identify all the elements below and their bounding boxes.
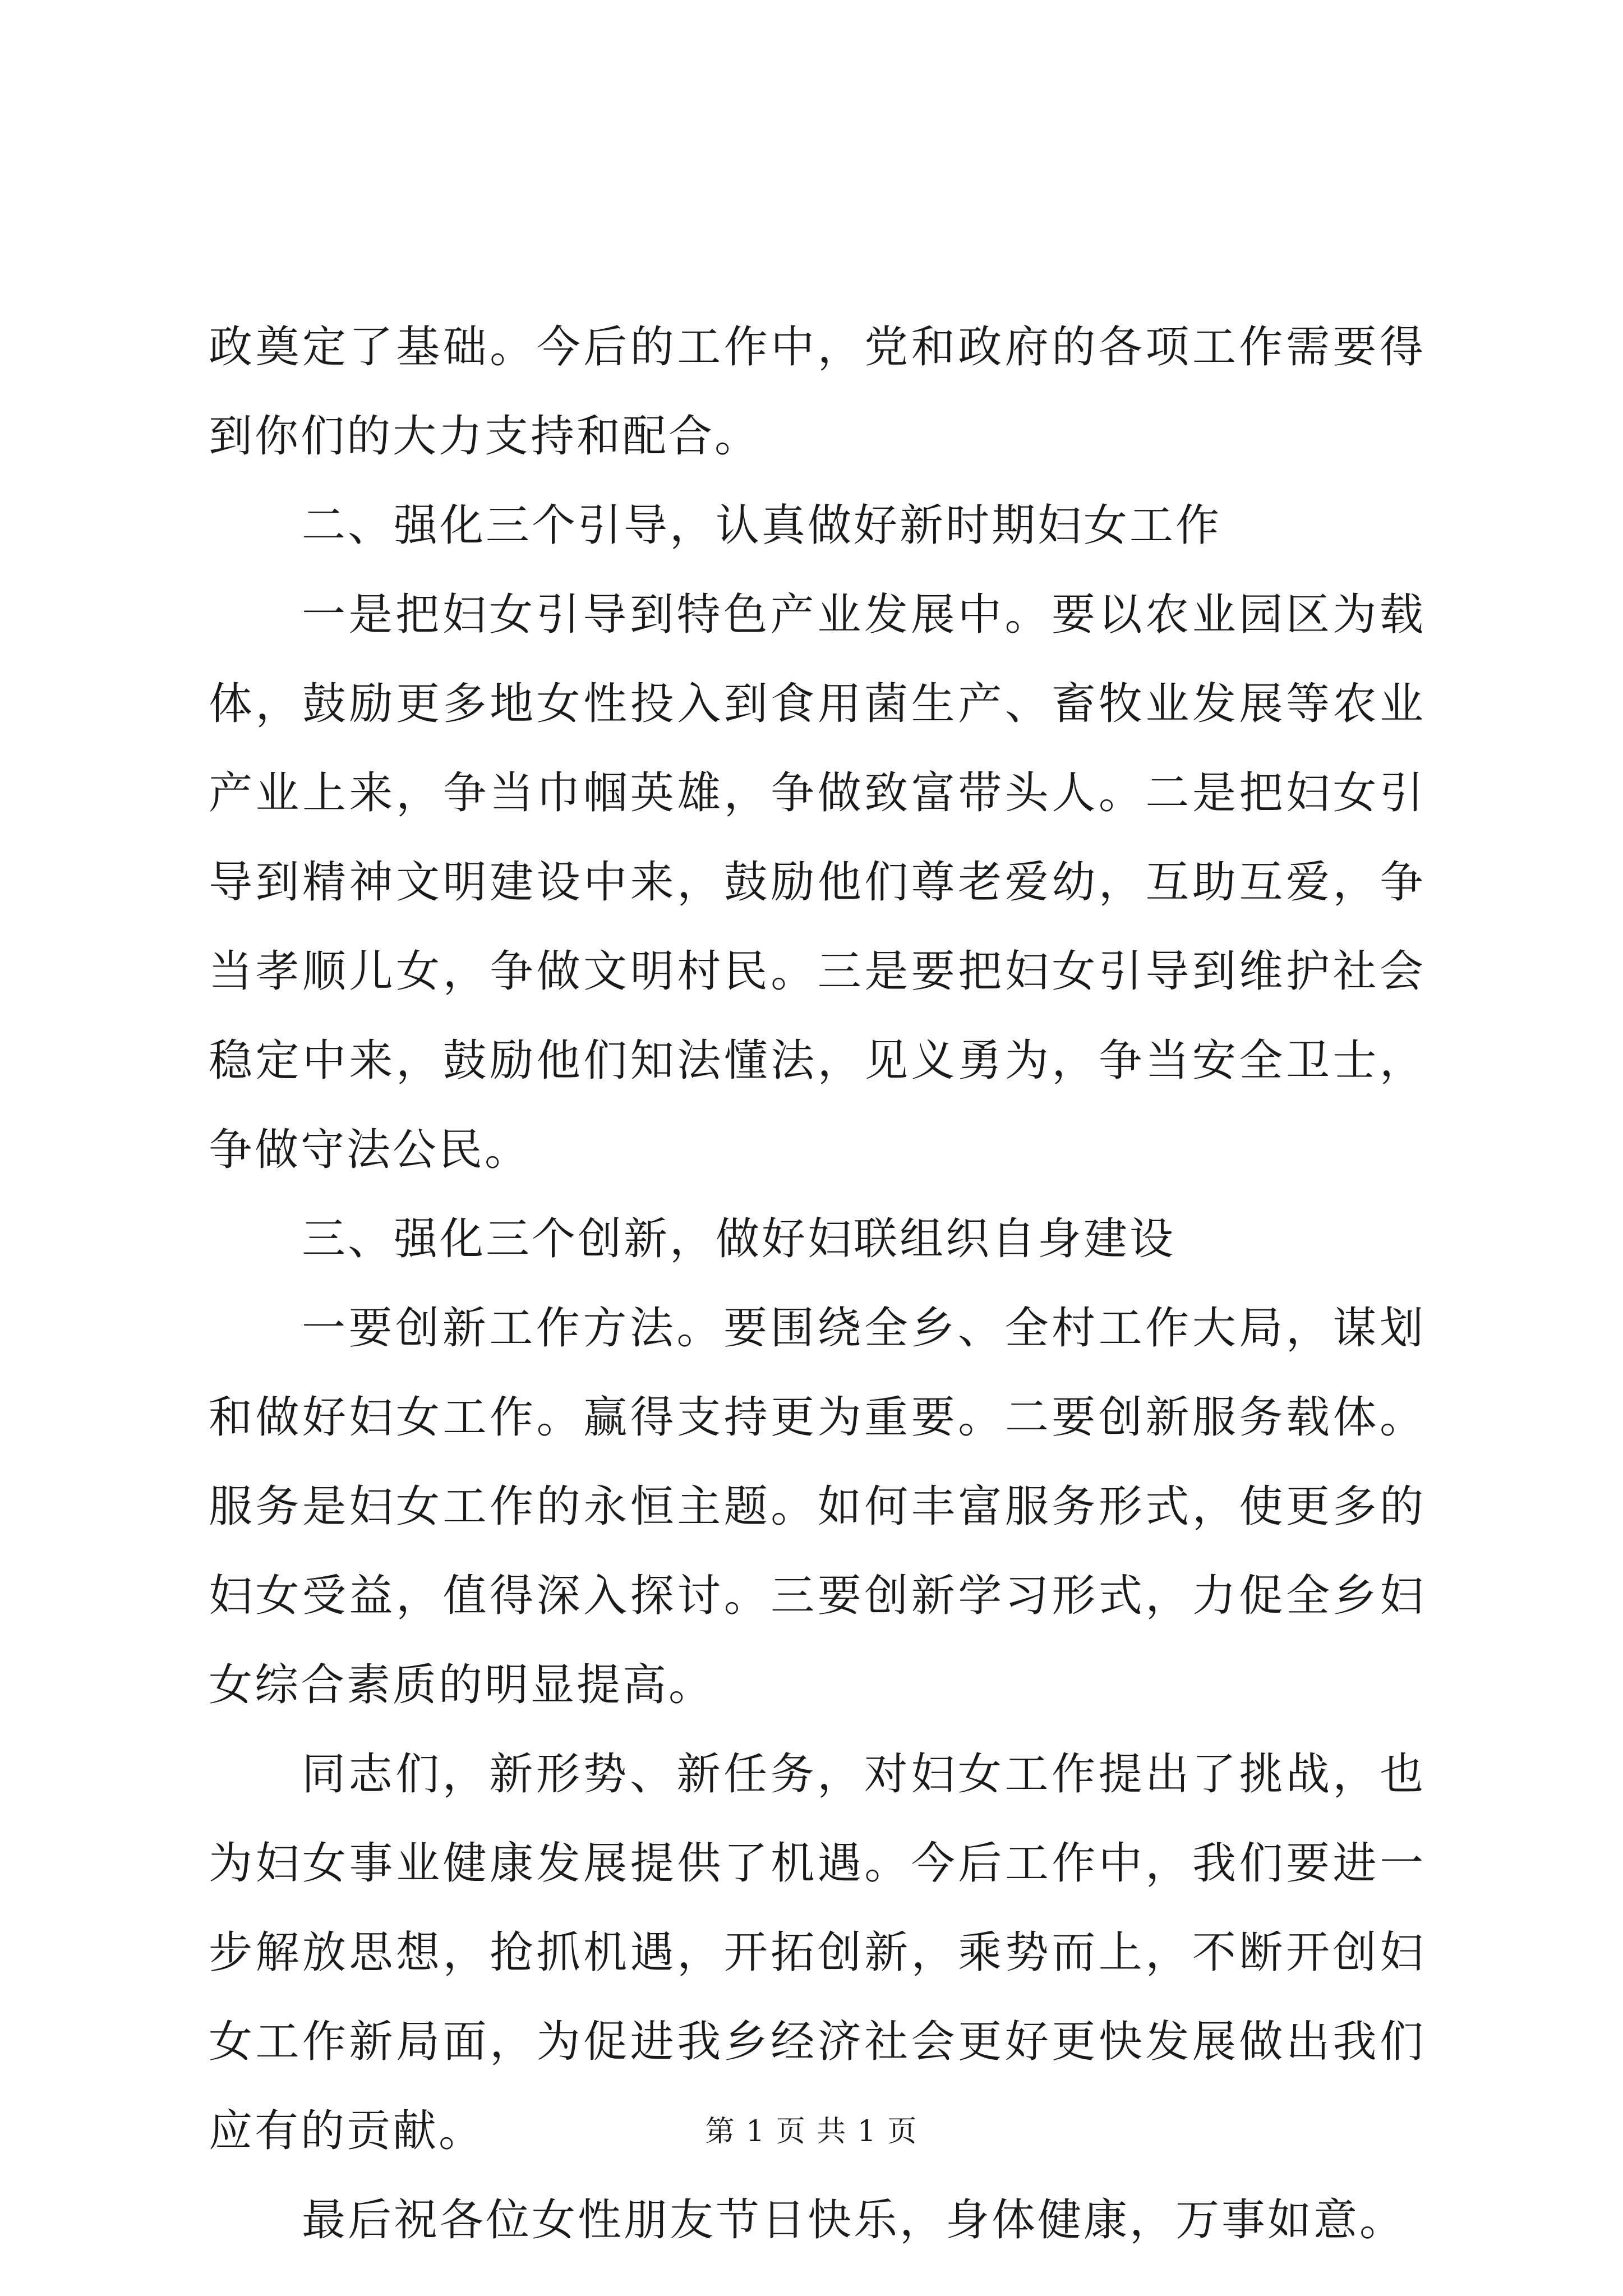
- paragraph-continuation: 政奠定了基础。今后的工作中，党和政府的各项工作需要得到你们的大力支持和配合。: [209, 322, 1426, 462]
- paragraph-guidance: 一是把妇女引导到特色产业发展中。要以农业园区为载体，鼓励更多地女性投入到食用菌生产、畜牧业发展等农业产业上来，争当巾帼英雄，争做致富带头人。二是把妇女引导到精神文明建设中来，鼓励他们尊老爱幼，互助互爱，争当孝顺儿女，争做文明村民。三是要把妇女引导到维护社会稳定中来，鼓励他们知法懂法，见义勇为，争当安全卫士，争做守法公民。: [209, 590, 1426, 1175]
- paragraph-innovation: 一要创新工作方法。要围绕全乡、全村工作大局，谋划和做好妇女工作。赢得支持更为重要。二要创新服务载体。服务是妇女工作的永恒主题。如何丰富服务形式，使更多的妇女受益，值得深入探讨。三要创新学习形式，力促全乡妇女综合素质的明显提高。: [209, 1303, 1426, 1710]
- section-heading-2: 二、强化三个引导，认真做好新时期妇女工作: [302, 500, 1222, 551]
- paragraph-closing-wishes: 最后祝各位女性朋友节日快乐，身体健康，万事如意。: [302, 2195, 1406, 2246]
- section-heading-3: 三、强化三个创新，做好妇联组织自身建设: [302, 1214, 1176, 1264]
- paragraph-conclusion: 同志们，新形势、新任务，对妇女工作提出了挑战，也为妇女事业健康发展提供了机遇。今后工作中，我们要进一步解放思想，抢抓机遇，开拓创新，乘势而上，不断开创妇女工作新局面，为促进我乡经济社会更好更快发展做出我们应有的贡献。: [209, 1749, 1426, 2156]
- document-body: [209, 303, 1426, 2265]
- page-footer: 第 1 页 共 1 页: [705, 2115, 918, 2148]
